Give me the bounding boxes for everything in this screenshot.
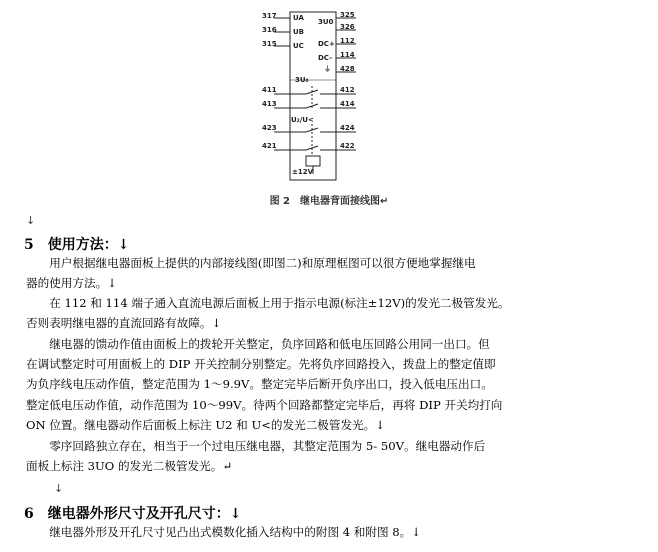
terminal-label: 326 (340, 23, 355, 31)
terminal-label: 422 (340, 142, 355, 150)
paragraph-mark: ↓ (54, 482, 64, 495)
terminal-label: 317 (262, 12, 277, 20)
section-5-line: 整定低电压动作值，动作范围为 10～99V。待两个回路都整定完毕后，再将 DIP 开关均打向 (26, 398, 503, 412)
input-label: 3U0 (318, 18, 334, 26)
section-5-line: 为负序线电压动作值，整定范围为 1～9.9V。整定完毕后断开负序出口，投入低电压出口。 (26, 377, 493, 391)
section-5-heading: 5 使用方法：↓ (24, 237, 130, 253)
input-label: DC+ (318, 40, 335, 48)
input-label: DC- (318, 54, 333, 62)
section-6-line: 继电器外形及开孔尺寸见凸出式模数化插入结构中的附图 4 和附图 8。↓ (26, 525, 421, 539)
wiring-diagram-lines (262, 6, 366, 186)
relay-label: U₂/U< (291, 116, 314, 124)
supply-label: ±12V (292, 168, 314, 176)
input-label: UC (293, 42, 304, 50)
terminal-label: 424 (340, 124, 355, 132)
terminal-label: 325 (340, 11, 355, 19)
terminal-label: 315 (262, 40, 277, 48)
section-5-line: 在调试整定时可用面板上的 DIP 开关控制分别整定。先将负序回路投入，拨盘上的整定值即 (26, 357, 496, 371)
relay-label: 3U₀ (295, 76, 309, 84)
terminal-label: 412 (340, 86, 355, 94)
section-5-line: 在 112 和 114 端子通入直流电源后面板上用于指示电源(标注±12V)的发光二极管发光。 (26, 296, 510, 310)
terminal-label: 411 (262, 86, 277, 94)
terminal-label: 316 (262, 26, 277, 34)
terminal-label: 114 (340, 51, 355, 59)
terminal-label: 421 (262, 142, 277, 150)
section-5-line: 用户根据继电器面板上提供的内部接线图(即图二)和原理框图可以很方便地掌握继电 (26, 256, 476, 270)
section-5-line: 器的使用方法。↓ (26, 276, 117, 290)
section-5-line: ON 位置。继电器动作后面板上标注 U2 和 U<的发光二极管发光。↓ (26, 418, 385, 432)
terminal-label: 428 (340, 65, 355, 73)
input-label: UB (293, 28, 305, 36)
section-5-line: 面板上标注 3UO 的发光二极管发光。↵ (26, 459, 233, 473)
paragraph-mark: ↓ (26, 214, 36, 227)
wiring-diagram (262, 6, 366, 186)
terminal-label: 112 (340, 37, 355, 45)
input-label: UA (293, 14, 304, 22)
terminal-label: 414 (340, 100, 355, 108)
terminal-label: 423 (262, 124, 277, 132)
section-5-line: 零序回路独立存在，相当于一个过电压继电器，其整定范围为 5- 50V。继电器动作后 (26, 439, 486, 453)
ground-label: ⏚ (324, 65, 331, 73)
section-5-line: 继电器的馈动作值由面板上的拨轮开关整定，负序回路和低电压回路公用同一出口。但 (26, 337, 490, 351)
section-6-heading: 6 继电器外形尺寸及开孔尺寸：↓ (24, 506, 242, 522)
section-5-line: 否则表明继电器的直流回路有故障。↓ (26, 316, 222, 330)
terminal-label: 413 (262, 100, 277, 108)
figure-caption: 图 2 继电器背面接线图↵ (269, 196, 389, 207)
